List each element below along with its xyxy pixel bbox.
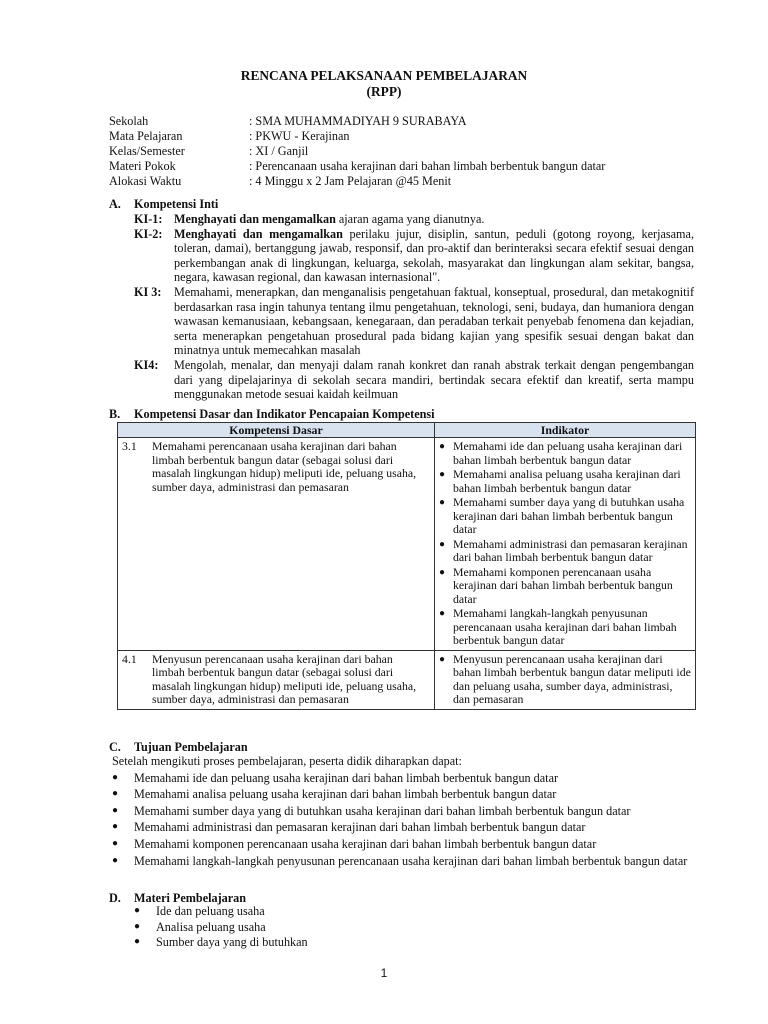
section-letter: A. (109, 197, 121, 211)
identity-block (109, 114, 605, 189)
bullet-icon: ● (439, 653, 446, 665)
ki-rest: Memahami, menerapkan, dan menganalisis pengetahuan faktual, konseptual, prosedural, dan metakognitif berdasarkan rasa ingin tahunya tentang ilmu pengetahuan, teknologi, seni, budaya, dan humaniora dengan wawasan kemanusiaan, kebangsaan, kenegaraan, dan peradaban terkait penyebab fenomena dan kejadian, serta menerapkan pengetahuan prosedural pada bidang kajian yang spesifik sesuai dengan bakat dan minatnya untuk memecahkan masalah (174, 284, 694, 358)
section-letter: B. (109, 407, 121, 421)
title-line-1: RENCANA PELAKSANAAN PEMBELAJARAN (240, 68, 528, 83)
kd-number: 4.1 (122, 651, 137, 666)
list-item-text: Memahami komponen perencanaan usaha kerajinan dari bahan limbah berbentuk bangun datar (134, 836, 597, 851)
indicator-item (439, 468, 691, 495)
identity-key: Sekolah (109, 114, 149, 128)
ki-rest: Mengolah, menalar, dan menyaji dalam ranah konkret dan ranah abstrak terkait dengan pengembangan dari yang dipelajarinya di sekolah secara mandiri, bertindak secara efektif dan kreatif, serta mampu menggunakan metode sesuai kaidah keilmuan (174, 357, 694, 402)
list-item (112, 804, 714, 819)
identity-row (109, 159, 605, 174)
bullet-icon: ● (112, 771, 119, 783)
list-item (112, 854, 714, 869)
bullet-icon: ● (439, 538, 446, 550)
identity-value: : XI / Ganjil (249, 144, 309, 158)
identity-key: Materi Pokok (109, 159, 176, 173)
bullet-icon: ● (439, 566, 446, 578)
bullet-icon: ● (134, 905, 141, 916)
list-item (112, 771, 714, 786)
ki-label: KI-2: (134, 226, 163, 241)
indicator-item (439, 607, 691, 648)
ki-text (174, 358, 694, 402)
list-item (134, 935, 694, 950)
bullet-icon: ● (439, 441, 446, 452)
ki-bold: Menghayati dan mengamalkan (174, 212, 336, 226)
section-letter: C. (109, 740, 121, 754)
section-title: Materi Pembelajaran (134, 891, 247, 905)
kd-cell (118, 650, 435, 709)
list-item-text: Sumber daya yang di butuhkan (156, 935, 308, 950)
indicator-text: Memahami langkah-langkah penyusunan perencanaan usaha kerajinan dari bahan limbah berbentuk bangun datar (453, 606, 677, 647)
ki-text (174, 212, 694, 227)
identity-value: : 4 Minggu x 2 Jam Pelajaran @45 Menit (249, 174, 452, 188)
kd-number: 3.1 (122, 439, 137, 453)
identity-row (109, 114, 605, 129)
ki-label: KI 3: (134, 284, 162, 299)
bullet-icon: ● (439, 469, 446, 480)
section-a-heading (109, 197, 218, 212)
indicator-item (439, 538, 691, 565)
ki-rest: perilaku jujur, disiplin, santun, peduli (gotong royong, kerjasama, toleran, damai), bertanggung jawab, responsif, dan pro-aktif dan berinteraksi secara efektif sesuai dengan perkembangan anak di lingkungan, keluarga, sekolah, masyarakat dan lingkungan alam sekitar, bangsa, negara, kawasan regional, dan kawasan internasional". (174, 226, 694, 285)
list-item-text: Memahami analisa peluang usaha kerajinan dari bahan limbah berbentuk bangun datar (134, 787, 557, 802)
page-number: 1 (380, 966, 388, 980)
column-header-indicator: Indikator (435, 423, 696, 438)
section-c-heading (109, 740, 248, 755)
bullet-icon: ● (439, 608, 446, 619)
ki-rest: ajaran agama yang dianutnya. (335, 212, 485, 226)
ki-item (134, 358, 694, 402)
kd-text: Menyusun perencanaan usaha kerajinan dari bahan limbah berbentuk bangun datar (sebagai solusi dari masalah lingkungan hidup) meliputi ide, peluang usaha, sumber daya, administrasi dan pemasaran (152, 651, 417, 706)
title-line-2: (RPP) (366, 84, 402, 99)
bullet-icon: ● (112, 804, 119, 816)
indicator-text: Memahami analisa peluang usaha kerajinan dari bahan limbah berbentuk bangun datar (453, 467, 681, 495)
section-title: Kompetensi Dasar dan Indikator Pencapaian Kompetensi (134, 407, 435, 421)
indicator-cell (435, 650, 696, 709)
ki-label: KI-1: (134, 212, 163, 226)
identity-row (109, 129, 605, 144)
list-item (134, 904, 694, 919)
section-title: Tujuan Pembelajaran (134, 740, 248, 754)
materi-list (134, 904, 694, 950)
identity-value: : Perencanaan usaha kerajinan dari bahan limbah berbentuk bangun datar (249, 159, 606, 173)
list-item (112, 787, 714, 802)
indicator-text: Memahami ide dan peluang usaha kerajinan dari bahan limbah berbentuk bangun datar (453, 439, 683, 467)
kd-cell (118, 438, 435, 651)
indicator-text: Memahami komponen perencanaan usaha kerajinan dari bahan limbah berbentuk bangun datar (453, 564, 673, 606)
document-title (0, 68, 768, 100)
indicator-item (439, 440, 691, 467)
list-item-text: Analisa peluang usaha (156, 919, 266, 934)
bullet-icon: ● (112, 788, 119, 800)
list-item-text: Memahami ide dan peluang usaha kerajinan dari bahan limbah berbentuk bangun datar (134, 770, 559, 785)
ki-bold: Menghayati dan mengamalkan (174, 226, 343, 241)
indicator-item (439, 653, 691, 707)
list-item (134, 920, 694, 935)
kd-indicator-table (117, 422, 696, 710)
identity-row (109, 144, 605, 159)
list-item (112, 820, 714, 835)
ki-item (134, 227, 694, 285)
bullet-icon: ● (439, 497, 446, 508)
indicator-text: Memahami sumber daya yang di butuhkan usaha kerajinan dari bahan limbah berbentuk bangun datar (453, 495, 685, 536)
identity-value: : SMA MUHAMMADIYAH 9 SURABAYA (249, 114, 467, 128)
bullet-icon: ● (112, 854, 119, 866)
identity-key: Kelas/Semester (109, 144, 185, 158)
list-item-text: Memahami langkah-langkah penyusunan perencanaan usaha kerajinan dari bahan limbah berbentuk bangun datar (134, 853, 688, 868)
bullet-icon: ● (134, 936, 141, 948)
identity-row (109, 174, 605, 189)
list-item-text: Memahami sumber daya yang di butuhkan usaha kerajinan dari bahan limbah berbentuk bangun datar (134, 803, 631, 818)
indicator-text: Memahami administrasi dan pemasaran kerajinan dari bahan limbah berbentuk bangun datar (453, 536, 688, 564)
tujuan-block (112, 754, 714, 870)
list-item (112, 837, 714, 852)
indicator-item (439, 566, 691, 607)
list-item-text: Memahami administrasi dan pemasaran kerajinan dari bahan limbah berbentuk bangun datar (134, 820, 586, 835)
materi-block (134, 904, 694, 951)
section-letter: D. (109, 891, 121, 905)
identity-key: Alokasi Waktu (109, 174, 182, 188)
ki-text (174, 285, 694, 358)
section-b-heading (109, 407, 435, 422)
table-header-row (118, 423, 696, 438)
table-row (118, 438, 696, 651)
section-title: Kompetensi Inti (134, 197, 219, 211)
table-row (118, 650, 696, 709)
ki-item (134, 285, 694, 358)
column-header-kd: Kompetensi Dasar (118, 423, 435, 438)
ki-text (174, 227, 694, 285)
indicator-text: Menyusun perencanaan usaha kerajinan dari bahan limbah berbentuk bangun datar meliputi ide dan peluang usaha, sumber daya, administrasi, dan pemasaran (453, 651, 691, 706)
tujuan-intro: Setelah mengikuti proses pembelajaran, peserta didik diharapkan dapat: (112, 754, 462, 768)
bullet-icon: ● (112, 821, 119, 833)
kd-text: Memahami perencanaan usaha kerajinan dari bahan limbah berbentuk bangun datar (sebagai solusi dari masalah lingkungan hidup) meliputi ide, peluang usaha, sumber daya, administrasi dan pemasaran (152, 439, 417, 494)
bullet-icon: ● (112, 837, 119, 849)
identity-value: : PKWU - Kerajinan (249, 129, 350, 143)
identity-key: Mata Pelajaran (109, 129, 183, 143)
ki-label: KI4: (134, 357, 159, 372)
tujuan-list (112, 771, 714, 869)
indicator-item (439, 496, 691, 537)
bullet-icon: ● (134, 920, 141, 932)
ki-item (134, 212, 694, 227)
indicator-cell (435, 438, 696, 651)
kompetensi-inti-list (134, 212, 694, 402)
list-item-text: Ide dan peluang usaha (156, 904, 265, 918)
